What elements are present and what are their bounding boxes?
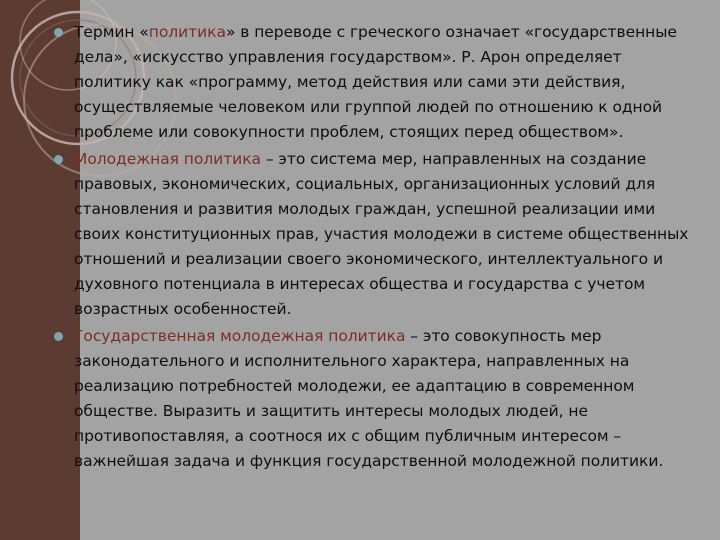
term-highlight: политика <box>148 23 226 41</box>
item-text-body: » в переводе с греческого означает «государственные дела», «искусство управления государством». Р. Арон определяет политику как «программу, метод действия или сами эти действия, осуществляемые человеком или группой людей по отношению к одной проблеме или совокупности проблем, стоящих перед обществом». <box>74 23 677 141</box>
item-text <box>74 23 677 141</box>
bullet-icon <box>54 332 63 341</box>
list-item <box>54 20 694 145</box>
term-highlight: Государственная молодежная политика <box>74 327 406 345</box>
list-item <box>54 147 694 322</box>
item-text-body: – это совокупность мер законодательного и исполнительного характера, направленных на реализацию потребностей молодежи, ее адаптацию в современном обществе. Выразить и защитить интересы молодых людей, не противопоставляя, а соотнося их с общим публичным интересом – важнейшая задача и функция государственной молодежной политики. <box>74 327 664 470</box>
list-item <box>54 324 694 474</box>
item-text <box>74 150 688 318</box>
item-text-body: – это система мер, направленных на создание правовых, экономических, социальных, организационных условий для становления и развития молодых граждан, успешной реализации ими своих конституционных прав, участия молодежи в системе общественных отношений и реализации своего экономического, интеллектуального и духовного потенциала в интересах общества и государства с учетом возрастных особенностей. <box>74 150 689 318</box>
bullet-icon <box>54 28 63 37</box>
bullet-icon <box>54 155 63 164</box>
slide-content <box>54 20 694 476</box>
item-text <box>74 327 663 470</box>
item-text-prefix: Термин « <box>74 23 149 41</box>
term-highlight: Молодежная политика <box>74 150 261 168</box>
